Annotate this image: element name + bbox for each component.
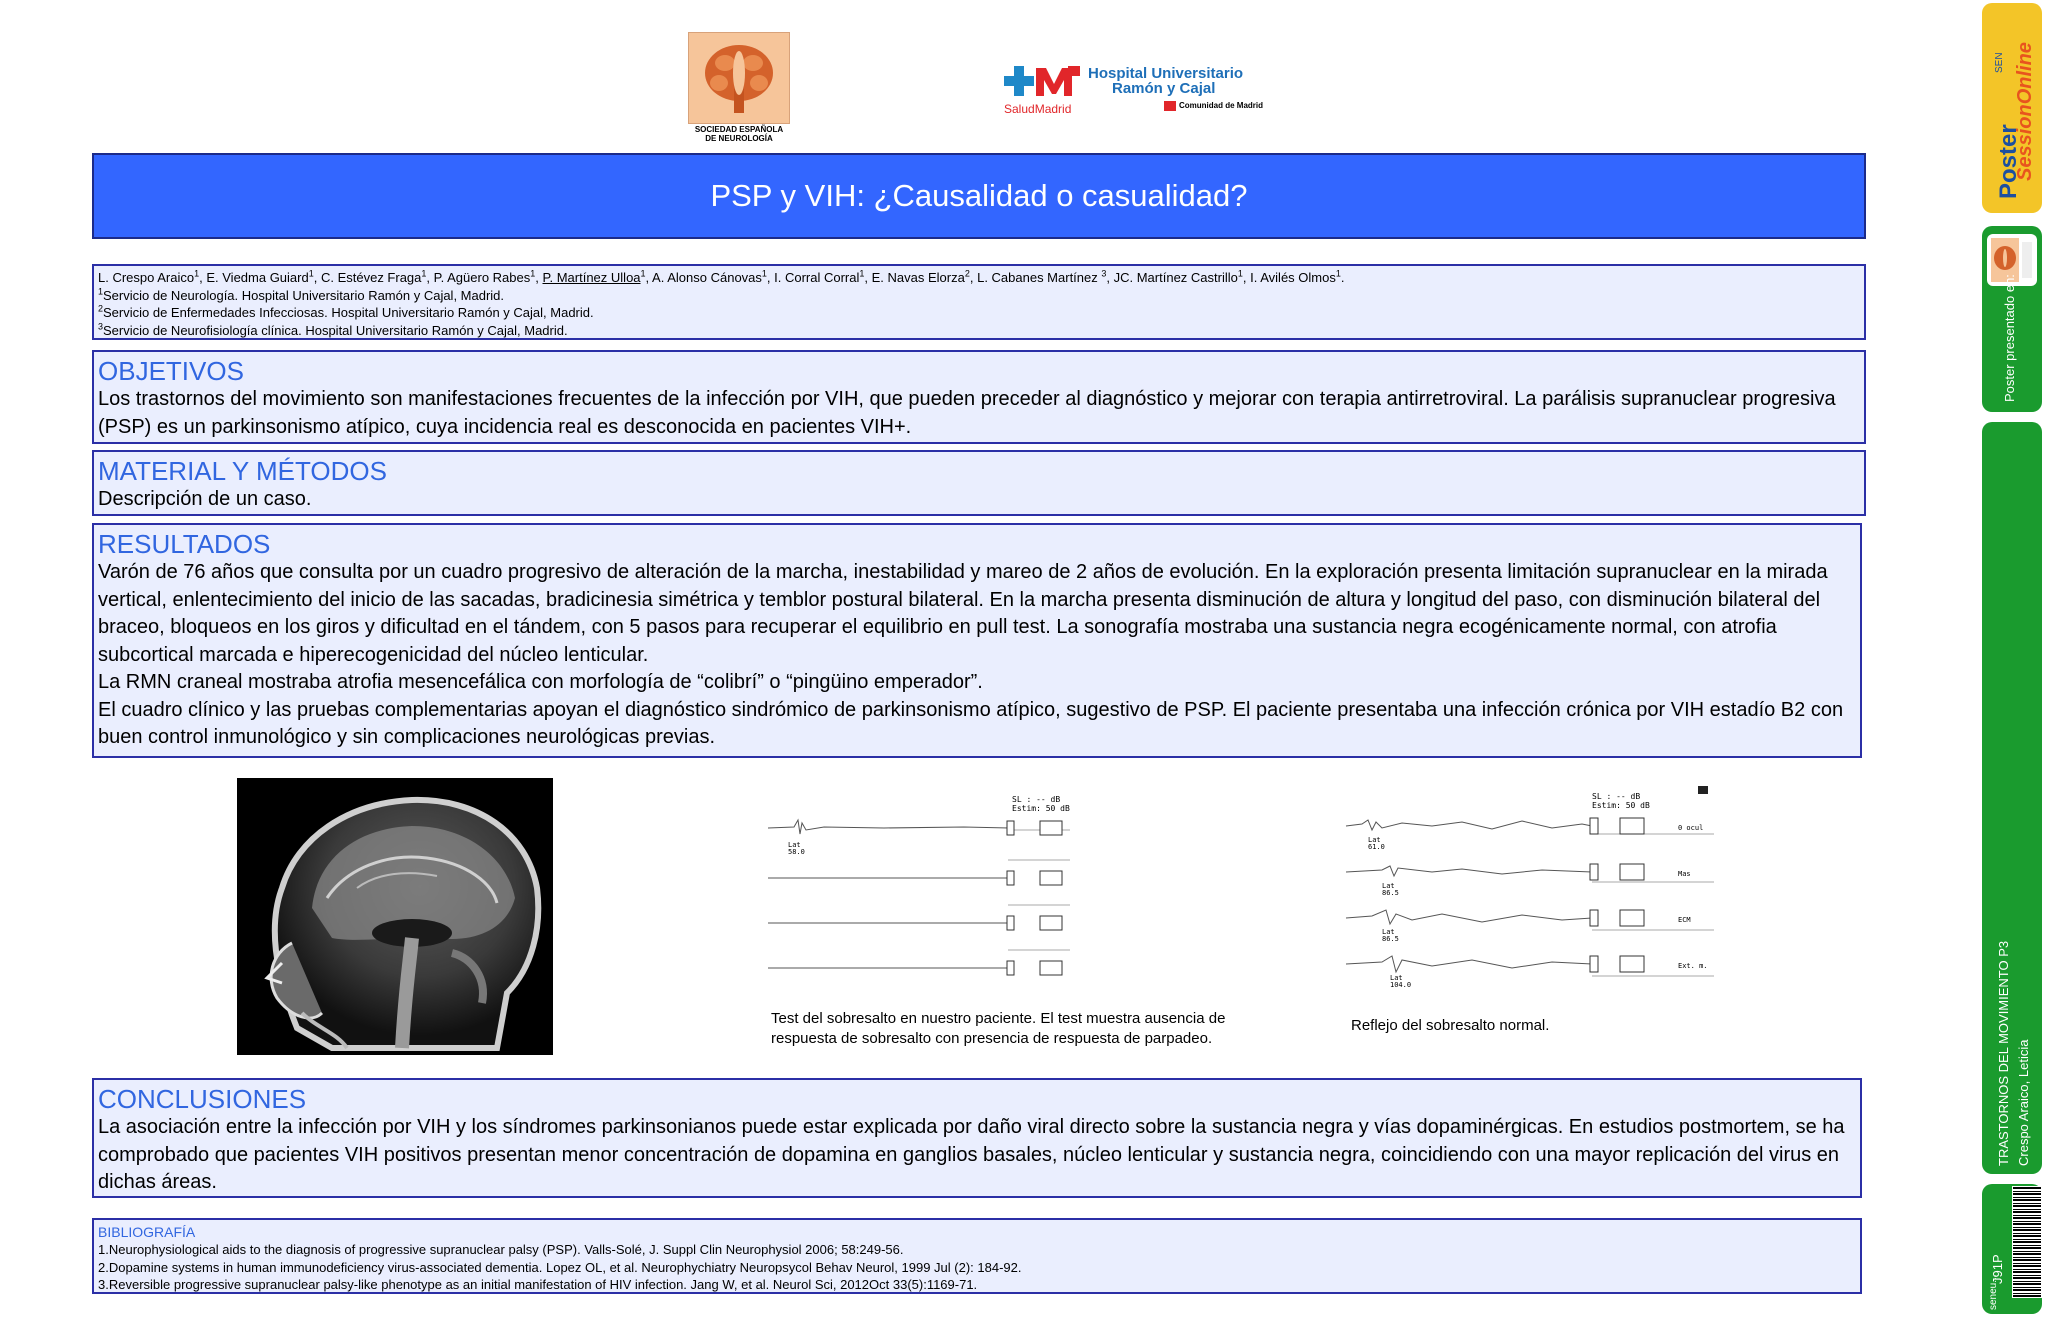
brain-icon: [689, 33, 789, 123]
eeg2-header-1: SL : -- dB: [1592, 792, 1641, 801]
eeg2-caption: Reflejo del sobresalto normal.: [1351, 1017, 1550, 1034]
author-text: ,: [535, 270, 543, 285]
author-text: , L. Cabanes Martínez: [969, 270, 1102, 285]
affiliation-sup: 1: [98, 286, 104, 297]
conclusiones-heading: CONCLUSIONES: [98, 1084, 307, 1114]
material-heading: MATERIAL Y MÉTODOS: [98, 456, 387, 486]
sen-logo: [684, 32, 794, 144]
eeg2-lat-label: Lat: [1368, 836, 1381, 844]
eeg2-lat-label: Lat: [1390, 974, 1403, 982]
author-affil-sup: 3: [1101, 268, 1107, 279]
eeg-trace-1: [764, 790, 1070, 980]
resultados-paragraph: Varón de 76 años que consulta por un cuadro progresivo de alteración de la marcha, inestabilidad y mareo de 2 años de evolución. En la exploración presenta limitación supranuclear en la mirada vertical, enlentecimiento del inicio de las sacadas, bradicinesia simétrica y temblor postural bilateral. En la marcha presenta disminución de altura y longitud del paso, con disminución bilateral del braceo, bloqueos en los giros y dificultad en el tándem, con 5 pasos para recuperar el equilibrio en pull test. La sonografía mostraba una sustancia negra ecogénicamente normal, con atrofia subcortical marcada e hiperecogenicidad del núcleo lenticular.: [98, 561, 1828, 666]
affiliation: [98, 287, 1860, 305]
author-affil-sup: 1: [761, 268, 767, 279]
eeg2-lat-value: 86.5: [1382, 935, 1399, 943]
sidebar-presented-tab[interactable]: [1982, 226, 2042, 412]
author-text: , JC. Martínez Castrillo: [1106, 270, 1238, 285]
author-affil-sup: 1: [640, 268, 646, 279]
eeg-figure-2: [1342, 784, 1714, 990]
sidebar-brand-line2: SessionOnline: [2014, 42, 2036, 181]
affiliation-text: Servicio de Enfermedades Infecciosas. Hospital Universitario Ramón y Cajal, Madrid.: [103, 305, 594, 320]
objetivos-text: Los trastornos del movimiento son manifestaciones frecuentes de la infección por VIH, que pueden preceder al diagnóstico y mejorar con terapia antirretroviral. La parálisis supranuclear progresiva (PSP) es un parkinsonismo atípico, cuya incidencia real es desconocida en pacientes VIH+.: [98, 388, 1836, 438]
resultados-section: [92, 523, 1862, 758]
affiliation-sup: 2: [98, 303, 104, 314]
resultados-heading: RESULTADOS: [98, 529, 271, 559]
author-text: .: [1340, 270, 1345, 285]
sen-logo-text-1: SOCIEDAD ESPAÑOLA: [694, 125, 784, 134]
page-title: PSP y VIH: ¿Causalidad o casualidad?: [710, 178, 1248, 213]
bibliografia-item: 2.Dopamine systems in human immunodeficiency virus-associated dementia. Lopez OL, et al. Neurophychiatry Neuropsycol Behav Neurol, 1999 Jul (2): 184-92.: [98, 1259, 1022, 1275]
hospital-logo: [1000, 64, 1270, 120]
objetivos-heading: OBJETIVOS: [98, 356, 244, 386]
eeg1-header-1: SL : -- dB: [1012, 795, 1061, 804]
affiliations: [98, 287, 1860, 340]
author-affil-sup: 1: [1237, 268, 1243, 279]
authors-line: [98, 269, 1860, 287]
hospital-name-1: Hospital Universitario: [1088, 65, 1244, 82]
affiliation-sup: 3: [98, 321, 104, 332]
presenting-author: P. Martínez Ulloa: [542, 270, 641, 285]
author-text: , P. Agüero Rabes: [426, 270, 531, 285]
author-affil-sup: 1: [859, 268, 865, 279]
bibliografia-section: [92, 1218, 1862, 1294]
authors-box: [92, 264, 1866, 340]
resultados-paragraph: El cuadro clínico y las pruebas complementarias apoyan el diagnóstico sindrómico de parkinsonismo atípico, sugestivo de PSP. El paciente presentaba una infección crónica por VIH estadío B2 con buen control inmunológico y sin complicaciones neurológicas previas.: [98, 698, 1844, 748]
affiliation: [98, 322, 1860, 340]
affiliation-text: Servicio de Neurología. Hospital Universitario Ramón y Cajal, Madrid.: [103, 287, 505, 303]
bibliografia-heading: BIBLIOGRAFÍA: [98, 1224, 196, 1240]
salud-madrid-icon: [1002, 64, 1082, 104]
salud-madrid-text: SaludMadrid: [1004, 102, 1072, 116]
sidebar-session-tab[interactable]: [1982, 422, 2042, 1174]
eeg2-lat-label: Lat: [1382, 928, 1395, 936]
author-affil-sup: 1: [1335, 268, 1341, 279]
author-affil-sup: 1: [308, 268, 314, 279]
author-affil-sup: 1: [421, 268, 427, 279]
sidebar-code-text: J91P: [1990, 1254, 2005, 1284]
affiliation: [98, 304, 1860, 322]
sidebar-code-tab[interactable]: [1982, 1184, 2042, 1314]
author-text: , I. Avilés Olmos: [1242, 270, 1336, 285]
material-section: [92, 450, 1866, 516]
title-bar: [92, 153, 1866, 239]
author-text: , E. Viedma Guiard: [199, 270, 309, 285]
author-text: , E. Navas Elorza: [864, 270, 965, 285]
objetivos-section: [92, 350, 1866, 444]
bibliografia-item: 3.Reversible progressive supranuclear palsy-like phenotype as an initial manifestation of HIV infection. Jang W, et al. Neurol Sci, 2012Oct 33(5):1169-71.: [98, 1277, 978, 1292]
eeg-figure-1: [764, 790, 1070, 980]
eeg2-lat-value: 61.0: [1368, 843, 1385, 851]
mri-head-sagittal: [237, 778, 553, 1055]
sidebar-brand-line1: Poster: [1995, 124, 2022, 199]
eeg-trace-2: [1342, 784, 1714, 990]
sidebar-brand-tab[interactable]: [1982, 3, 2042, 213]
author-affil-sup: 1: [530, 268, 536, 279]
author-text: , I. Corral Corral: [766, 270, 860, 285]
eeg2-rec-label: Ext. m.: [1678, 962, 1708, 970]
material-text: Descripción de un caso.: [98, 488, 312, 510]
eeg2-rec-label: Mas: [1678, 870, 1691, 878]
barcode-icon: [2012, 1186, 2042, 1298]
eeg2-rec-label: ECM: [1678, 916, 1691, 924]
eeg2-header-2: Estim: 50 dB: [1592, 801, 1650, 810]
sidebar-author-text: Crespo Araico, Leticia: [2016, 1039, 2031, 1166]
eeg2-rec-label: 0 ocul: [1678, 824, 1704, 832]
eeg2-marker: [1698, 786, 1708, 794]
conclusiones-section: [92, 1078, 1862, 1198]
eeg2-lat-value: 86.5: [1382, 889, 1399, 897]
sidebar-brand-small: SEN: [1994, 52, 2005, 73]
eeg1-lat-label: Lat: [788, 841, 801, 849]
sidebar-presented-text: Poster presentado en:: [2002, 274, 2017, 402]
affiliation-text: Servicio de Neurofisiología clínica. Hospital Universitario Ramón y Cajal, Madrid.: [103, 322, 568, 338]
bibliografia-item: 1.Neurophysiological aids to the diagnosis of progressive supranuclear palsy (PSP). Valls-Solé, J. Suppl Clin Neurophysiol 2006; 58:249-56.: [98, 1242, 904, 1257]
conclusiones-text: La asociación entre la infección por VIH y los síndromes parkinsonianos puede estar explicada por daño viral directo sobre la sustancia negra y vías dopaminérgicas. En estudios postmortem, se ha comprobado que pacientes VIH positivos presentan menor concentración de dopamina en ganglios basales, núcleo lenticular y sustancia negra, coincidiendo con una mayor replicación del virus en dichas áreas.: [98, 1116, 1845, 1193]
author-text: , C. Estévez Fraga: [313, 270, 422, 285]
community-madrid-text: Comunidad de Madrid: [1179, 101, 1263, 110]
eeg1-header-2: Estim: 50 dB: [1012, 804, 1070, 813]
eeg1-lat-value: 58.0: [788, 848, 805, 856]
author-text: , A. Alonso Cánovas: [645, 270, 762, 285]
sidebar-footer-text: seneu...: [1988, 1274, 1999, 1310]
author-affil-sup: 2: [964, 268, 970, 279]
author-affil-sup: 1: [194, 268, 200, 279]
mri-image: [237, 778, 553, 1055]
eeg1-caption: Test del sobresalto en nuestro paciente. El test muestra ausencia de respuesta de sobresalto con presencia de respuesta de parpadeo.: [771, 1010, 1226, 1047]
author-text: L. Crespo Araico: [98, 270, 195, 285]
community-madrid-flag: [1164, 101, 1176, 111]
sen-logo-text-2: DE NEUROLOGÍA: [705, 134, 773, 143]
sen-logo-image: [688, 32, 790, 124]
sidebar-session-text: TRASTORNOS DEL MOVIMIENTO P3: [1996, 940, 2011, 1166]
resultados-paragraph: La RMN craneal mostraba atrofia mesencefálica con morfología de “colibrí” o “pingüino emperador”.: [98, 671, 983, 693]
eeg2-lat-value: 104.0: [1390, 981, 1412, 989]
hospital-name-2: Ramón y Cajal: [1112, 80, 1216, 97]
eeg2-lat-label: Lat: [1382, 882, 1395, 890]
